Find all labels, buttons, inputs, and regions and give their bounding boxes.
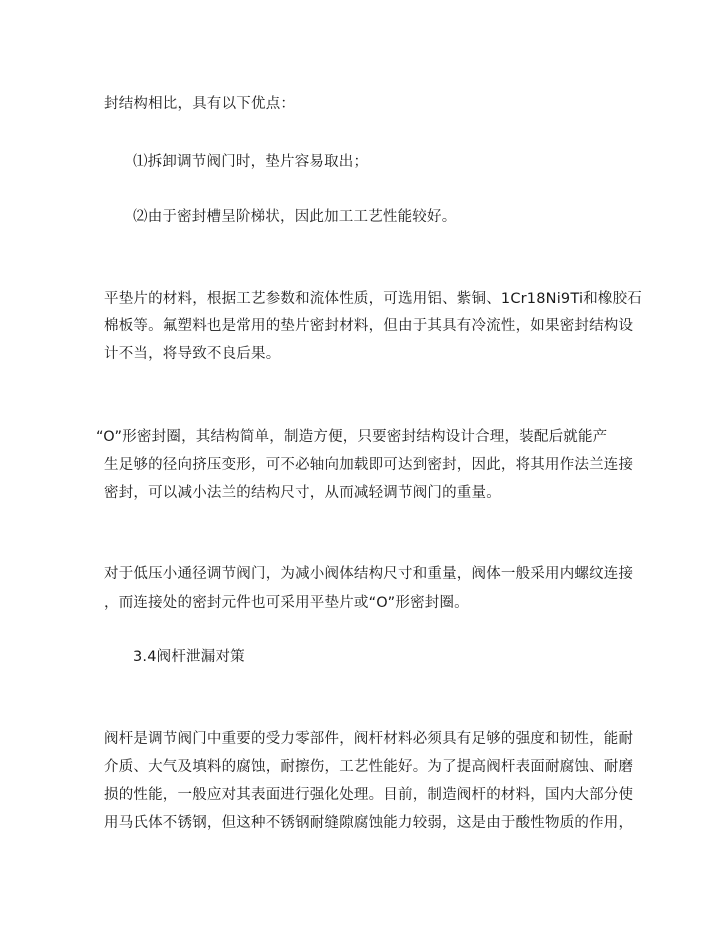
paragraph-line: 棉板等。氟塑料也是常用的垫片密封材料，但由于其具有冷流性，如果密封结构设 (104, 318, 634, 334)
paragraph-line: ，而连接处的密封元件也可采用平垫片或“O”形密封圈。 (104, 595, 469, 611)
paragraph-line: 用马氏体不锈钢，但这种不锈钢耐缝隙腐蚀能力较弱，这是由于酸性物质的作用， (104, 815, 634, 831)
paragraph-line: 计不当，将导致不良后果。 (104, 346, 281, 362)
paragraph-line: 介质、大气及填料的腐蚀，耐擦伤，工艺性能好。为了提高阀杆表面耐腐蚀、耐磨 (104, 759, 634, 775)
list-item: ⑵由于密封槽呈阶梯状，因此加工工艺性能较好。 (133, 209, 457, 225)
paragraph-line: 封结构相比，具有以下优点： (104, 96, 296, 112)
paragraph-line: 密封，可以减小法兰的结构尺寸，从而减轻调节阀门的重量。 (104, 485, 501, 501)
paragraph-line: 生足够的径向挤压变形，可不必轴向加载即可达到密封，因此，将其用作法兰连接 (104, 457, 634, 473)
paragraph-line: 对于低压小通径调节阀门，为减小阀体结构尺寸和重量，阀体一般采用内螺纹连接 (104, 566, 634, 582)
section-heading: 3.4阀杆泄漏对策 (133, 649, 245, 665)
paragraph-line: 损的性能，一般应对其表面进行强化处理。目前，制造阀杆的材料，国内大部分使 (104, 787, 634, 803)
paragraph-line: “O”形密封圈，其结构简单，制造方便，只要密封结构设计合理，装配后就能产 (96, 429, 608, 445)
paragraph-line: 平垫片的材料，根据工艺参数和流体性质，可选用铝、紫铜、1Cr18Ni9Ti和橡胶石 (104, 291, 642, 307)
list-item: ⑴拆卸调节阀门时，垫片容易取出； (133, 154, 369, 170)
paragraph-line: 阀杆是调节阀门中重要的受力零部件，阀杆材料必须具有足够的强度和韧性，能耐 (104, 731, 634, 747)
